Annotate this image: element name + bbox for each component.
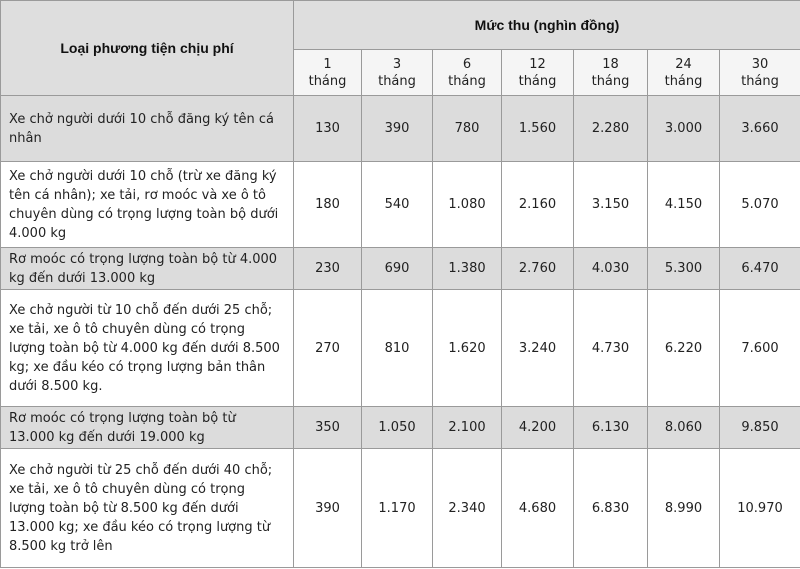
fee-cell: 130 [294, 96, 362, 162]
fee-cell: 6.220 [648, 290, 720, 407]
fee-cell: 1.080 [433, 162, 502, 248]
fee-cell: 350 [294, 407, 362, 449]
fee-cell: 6.470 [720, 248, 800, 290]
fee-cell: 2.100 [433, 407, 502, 449]
fee-cell: 9.850 [720, 407, 800, 449]
fee-cell: 7.600 [720, 290, 800, 407]
fee-cell: 8.990 [648, 449, 720, 568]
fee-cell: 180 [294, 162, 362, 248]
fee-cell: 4.030 [574, 248, 648, 290]
fee-cell: 2.160 [502, 162, 574, 248]
fee-cell: 780 [433, 96, 502, 162]
fee-cell: 10.970 [720, 449, 800, 568]
fee-cell: 3.660 [720, 96, 800, 162]
period-header: 3 tháng [362, 50, 433, 96]
fee-cell: 270 [294, 290, 362, 407]
fee-cell: 1.620 [433, 290, 502, 407]
vehicle-type-cell: Xe chở người dưới 10 chỗ đăng ký tên cá nhân [1, 96, 294, 162]
table-row [1, 162, 800, 248]
fee-cell: 1.380 [433, 248, 502, 290]
fee-cell: 2.760 [502, 248, 574, 290]
fee-cell: 5.300 [648, 248, 720, 290]
table-row [1, 248, 800, 290]
fee-cell: 1.170 [362, 449, 433, 568]
fee-cell: 4.200 [502, 407, 574, 449]
fee-cell: 690 [362, 248, 433, 290]
fee-cell: 3.150 [574, 162, 648, 248]
fee-cell: 6.130 [574, 407, 648, 449]
fee-cell: 540 [362, 162, 433, 248]
table-row [1, 407, 800, 449]
vehicle-type-cell: Xe chở người từ 10 chỗ đến dưới 25 chỗ; xe tải, xe ô tô chuyên dùng có trọng lượng toàn bộ từ 4.000 kg đến dưới 8.500 kg; xe đầu kéo có trọng lượng bản thân dưới 8.500 kg. [1, 290, 294, 407]
fee-cell: 8.060 [648, 407, 720, 449]
table-row [1, 449, 800, 568]
period-header: 30 tháng [720, 50, 800, 96]
period-header: 24 tháng [648, 50, 720, 96]
vehicle-type-cell: Rơ moóc có trọng lượng toàn bộ từ 13.000 kg đến dưới 19.000 kg [1, 407, 294, 449]
vehicle-type-header: Loại phương tiện chịu phí [1, 1, 294, 96]
fee-cell: 4.680 [502, 449, 574, 568]
period-header: 6 tháng [433, 50, 502, 96]
fee-cell: 3.000 [648, 96, 720, 162]
fee-cell: 1.560 [502, 96, 574, 162]
period-header: 12 tháng [502, 50, 574, 96]
fee-cell: 4.730 [574, 290, 648, 407]
fee-cell: 1.050 [362, 407, 433, 449]
period-header: 18 tháng [574, 50, 648, 96]
fee-cell: 390 [294, 449, 362, 568]
fee-cell: 2.340 [433, 449, 502, 568]
period-header: 1 tháng [294, 50, 362, 96]
fee-cell: 390 [362, 96, 433, 162]
fee-cell: 810 [362, 290, 433, 407]
fee-cell: 2.280 [574, 96, 648, 162]
vehicle-type-cell: Xe chở người dưới 10 chỗ (trừ xe đăng ký tên cá nhân); xe tải, rơ moóc và xe ô tô chuyên dùng có trọng lượng toàn bộ dưới 4.000 kg [1, 162, 294, 248]
table-row [1, 290, 800, 407]
vehicle-type-cell: Rơ moóc có trọng lượng toàn bộ từ 4.000 kg đến dưới 13.000 kg [1, 248, 294, 290]
fee-header: Mức thu (nghìn đồng) [294, 1, 800, 50]
vehicle-type-cell: Xe chở người từ 25 chỗ đến dưới 40 chỗ; xe tải, xe ô tô chuyên dùng có trọng lượng toàn bộ từ 8.500 kg đến dưới 13.000 kg; xe đầu kéo có trọng lượng từ 8.500 kg trở lên [1, 449, 294, 568]
fee-cell: 3.240 [502, 290, 574, 407]
fee-cell: 6.830 [574, 449, 648, 568]
fee-cell: 4.150 [648, 162, 720, 248]
fee-cell: 5.070 [720, 162, 800, 248]
fee-cell: 230 [294, 248, 362, 290]
table-row [1, 96, 800, 162]
